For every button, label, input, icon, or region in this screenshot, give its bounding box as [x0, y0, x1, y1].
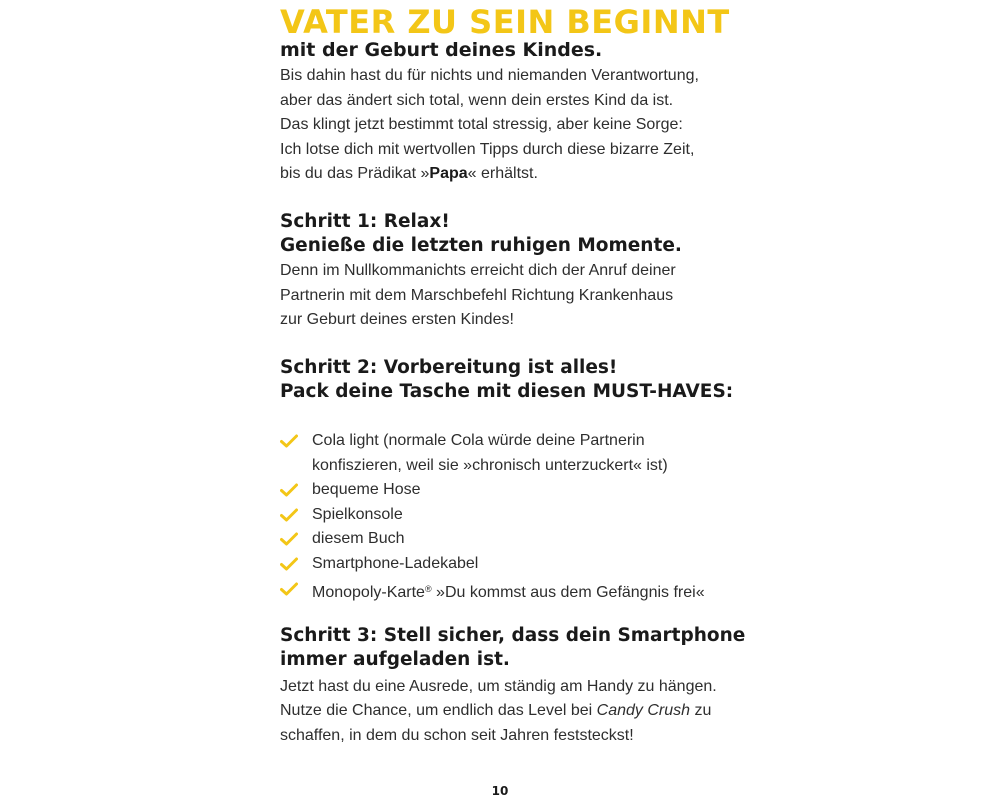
page-title: VATER ZU SEIN BEGINNT: [280, 3, 730, 41]
list-item: Spielkonsole: [280, 503, 705, 528]
intro-line-last: bis du das Prädikat »Papa« erhältst.: [280, 165, 538, 182]
list-item: Smartphone-Ladekabel: [280, 552, 705, 577]
step2-heading-line2: Pack deine Tasche mit diesen MUST-HAVES:: [280, 381, 734, 402]
step3-heading-line1: Schritt 3: Stell sicher, dass dein Smartphone: [280, 625, 746, 646]
page-subtitle: mit der Geburt deines Kindes.: [280, 39, 603, 61]
list-item: Cola light (normale Cola würde deine Partnerin konfiszieren, weil sie »chronisch unterzuckert« ist): [280, 429, 705, 478]
step3-line: Jetzt hast du eine Ausrede, um ständig am Handy zu hängen.: [280, 678, 717, 695]
page-number: 10: [491, 784, 509, 798]
step2-heading-line1: Schritt 2: Vorbereitung ist alles!: [280, 357, 618, 378]
step1-line: zur Geburt deines ersten Kindes!: [280, 311, 514, 328]
check-icon: [280, 532, 298, 546]
intro-line: aber das ändert sich total, wenn dein erstes Kind da ist.: [280, 92, 674, 109]
step3-line: Nutze die Chance, um endlich das Level bei Candy Crush zu: [280, 702, 712, 719]
step1-line: Denn im Nullkommanichts erreicht dich der Anruf deiner: [280, 262, 676, 279]
list-item: Monopoly-Karte® »Du kommst aus dem Gefängnis frei«: [280, 577, 705, 606]
check-icon: [280, 582, 298, 596]
step1-heading-line2: Genieße die letzten ruhigen Momente.: [280, 235, 682, 256]
step1-line: Partnerin mit dem Marschbefehl Richtung Krankenhaus: [280, 287, 674, 304]
list-item: bequeme Hose: [280, 478, 705, 503]
intro-line: Bis dahin hast du für nichts und niemanden Verantwortung,: [280, 67, 699, 84]
list-item: diesem Buch: [280, 527, 705, 552]
check-icon: [280, 508, 298, 522]
check-icon: [280, 434, 298, 448]
intro-line: Das klingt jetzt bestimmt total stressig, aber keine Sorge:: [280, 116, 683, 133]
step3-line: schaffen, in dem du schon seit Jahren feststeckst!: [280, 727, 634, 744]
check-icon: [280, 483, 298, 497]
step1-heading-line1: Schritt 1: Relax!: [280, 211, 450, 232]
check-icon: [280, 557, 298, 571]
papa-bold: Papa: [429, 165, 468, 182]
must-haves-list: [280, 429, 705, 605]
step3-heading-line2: immer aufgeladen ist.: [280, 649, 510, 670]
intro-line: Ich lotse dich mit wertvollen Tipps durch diese bizarre Zeit,: [280, 141, 695, 158]
candy-crush-italic: Candy Crush: [596, 702, 691, 719]
